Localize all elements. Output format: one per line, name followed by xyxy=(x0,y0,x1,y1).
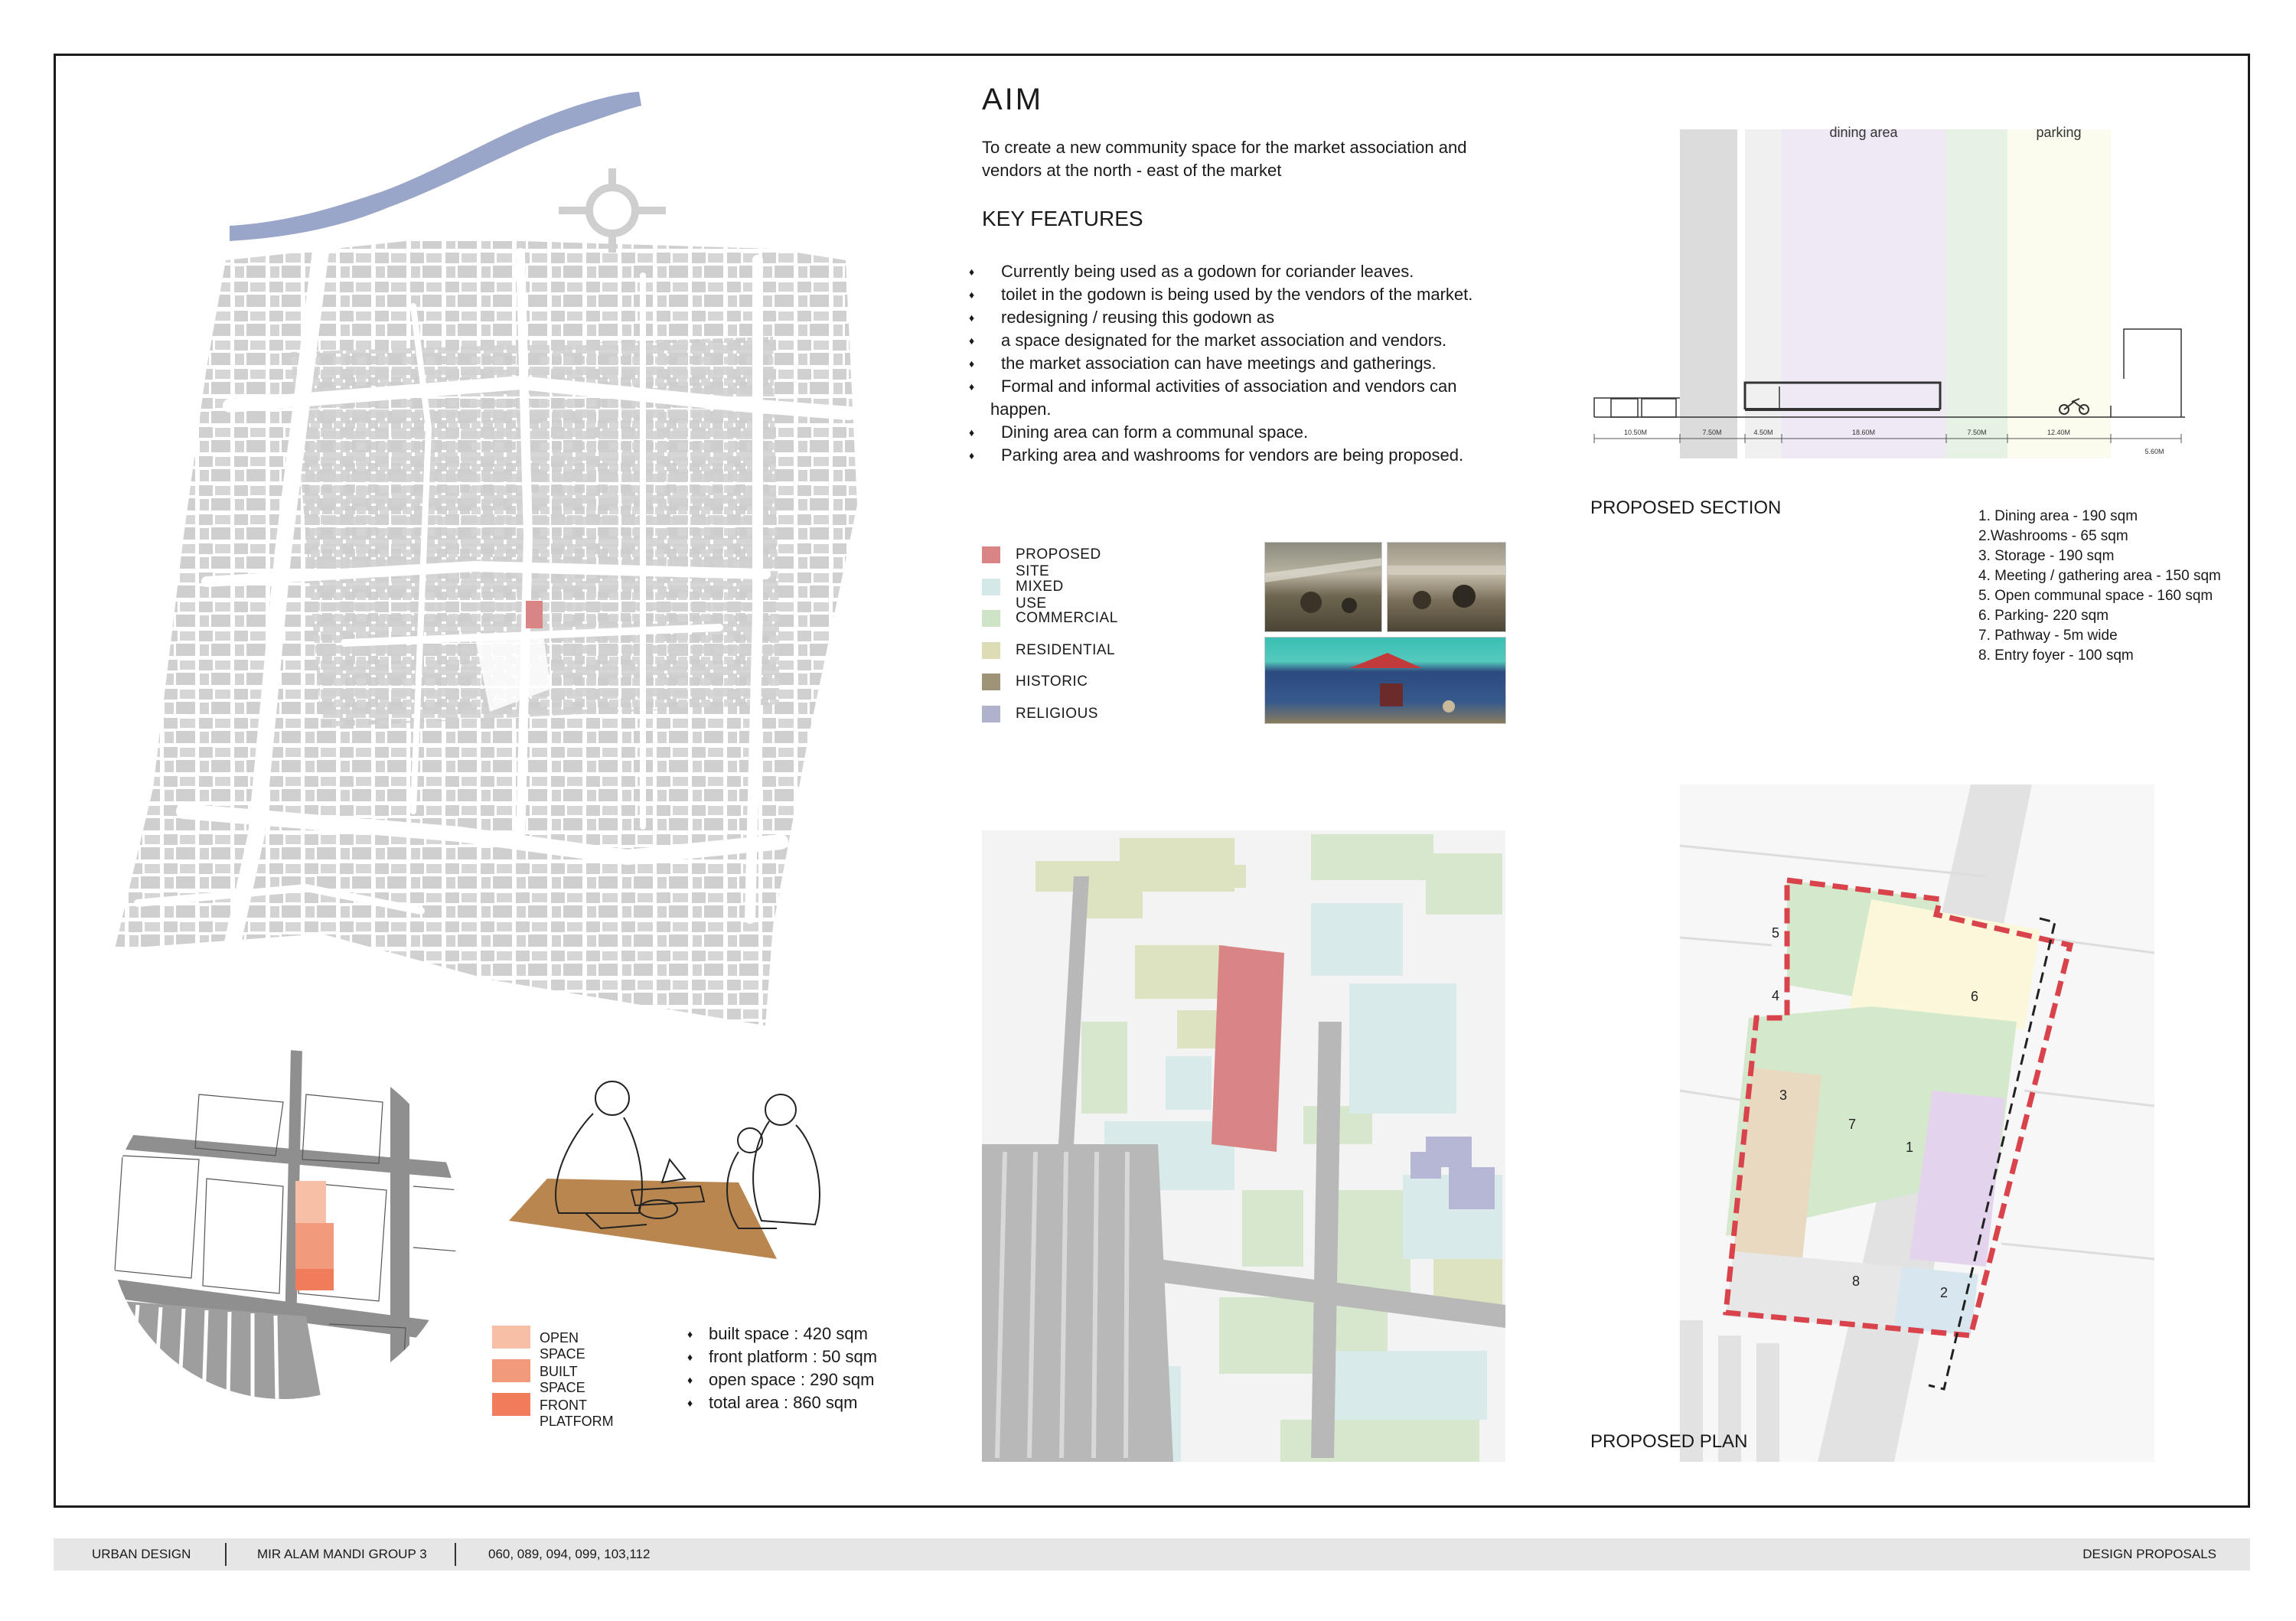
feature-item: ♦ redesigning / reusing this godown as xyxy=(969,308,1275,327)
aim-text: To create a new community space for the market association and vendors at the north - east of the market xyxy=(982,138,1467,180)
site-key-front-platform xyxy=(295,1269,334,1290)
road-bazaar xyxy=(982,1144,1173,1462)
area-item: 7. Pathway - 5m wide xyxy=(1978,628,2118,644)
dim-label: 12.40M xyxy=(2047,429,2071,436)
landuse-map xyxy=(982,830,1505,1462)
footer-bar xyxy=(54,1538,2250,1570)
footer-group: MIR ALAM MANDI GROUP 3 xyxy=(257,1547,427,1561)
footer-course: URBAN DESIGN xyxy=(92,1547,191,1561)
dim-label: 4.50M xyxy=(1753,429,1773,436)
site-key-circle-map xyxy=(107,1049,459,1401)
area-schedule xyxy=(1978,507,2221,666)
zone-number: 7 xyxy=(1848,1117,1857,1132)
area-item: 1. Dining area - 190 sqm xyxy=(1978,508,2138,524)
proposed-plan-drawing xyxy=(1680,784,2154,1462)
dim-label: 7.50M xyxy=(1702,429,1722,436)
zone-number: 2 xyxy=(1939,1285,1949,1300)
site-marker xyxy=(526,601,543,628)
dim-label: 18.60M xyxy=(1851,429,1876,436)
dining-sketch-illustration xyxy=(494,1068,853,1274)
charminar-landmark xyxy=(559,168,666,253)
key-features-title: KEY FEATURES xyxy=(982,207,1143,230)
zone-number: 6 xyxy=(1970,989,1979,1004)
zone-number: 3 xyxy=(1779,1088,1788,1103)
zone-number: 4 xyxy=(1771,988,1780,1003)
zone-number: 5 xyxy=(1771,925,1780,941)
site-key-open-space xyxy=(295,1181,326,1223)
zone-number: 8 xyxy=(1851,1274,1861,1289)
site-photo-3 xyxy=(1264,637,1506,724)
proposed-section-drawing xyxy=(1588,126,2185,471)
area-item: 4. Meeting / gathering area - 150 sqm xyxy=(1978,568,2221,584)
stat-item: ♦ front platform : 50 sqm xyxy=(687,1347,878,1366)
dim-label: 10.50M xyxy=(1623,429,1648,436)
area-item: 3. Storage - 190 sqm xyxy=(1978,548,2115,564)
feature-item: ♦ the market association can have meetings and gatherings. xyxy=(969,354,1437,373)
site-key-built-space xyxy=(295,1223,334,1269)
aim-title: AIM xyxy=(982,83,1044,116)
proposed-plan-label: PROPOSED PLAN xyxy=(1590,1431,1748,1452)
stat-item: ♦ total area : 860 sqm xyxy=(687,1393,858,1412)
stat-item: ♦ built space : 420 sqm xyxy=(687,1324,868,1343)
proposed-site-block xyxy=(1212,945,1284,1152)
area-item: 2.Washrooms - 65 sqm xyxy=(1978,528,2128,544)
stat-item: ♦ open space : 290 sqm xyxy=(687,1370,875,1389)
river xyxy=(230,92,641,241)
footer-roll-numbers: 060, 089, 094, 099, 103,112 xyxy=(488,1547,651,1561)
feature-item: ♦ Parking area and washrooms for vendors are being proposed. xyxy=(969,445,1464,465)
feature-item: ♦ Currently being used as a godown for coriander leaves. xyxy=(969,262,1414,281)
area-stats xyxy=(687,1323,877,1414)
dim-label: 7.50M xyxy=(1967,429,1987,436)
section-label-parking: parking xyxy=(2036,126,2082,140)
area-item: 8. Entry foyer - 100 sqm xyxy=(1978,647,2134,664)
section-zone-road xyxy=(1680,129,1737,458)
figure-ground-map xyxy=(92,77,964,1041)
section-label-dining: dining area xyxy=(1829,126,1898,140)
feature-item: ♦ a space designated for the market association and vendors. xyxy=(969,331,1447,350)
zone-number: 1 xyxy=(1905,1140,1914,1155)
key-features-list xyxy=(969,260,1515,467)
feature-item: ♦ Formal and informal activities of association and vendors can happen. xyxy=(969,377,1457,419)
proposed-section-label: PROPOSED SECTION xyxy=(1590,497,1782,518)
footer-sheet-title: DESIGN PROPOSALS xyxy=(2082,1547,2216,1561)
area-item: 6. Parking- 220 sqm xyxy=(1978,608,2109,624)
area-item: 5. Open communal space - 160 sqm xyxy=(1978,588,2213,604)
feature-item: ♦ toilet in the godown is being used by the vendors of the market. xyxy=(969,285,1473,304)
site-photo-2 xyxy=(1387,542,1506,632)
dim-label: 5.60M xyxy=(2144,448,2164,455)
feature-item: ♦ Dining area can form a communal space. xyxy=(969,422,1309,442)
site-photo-1 xyxy=(1264,542,1382,632)
